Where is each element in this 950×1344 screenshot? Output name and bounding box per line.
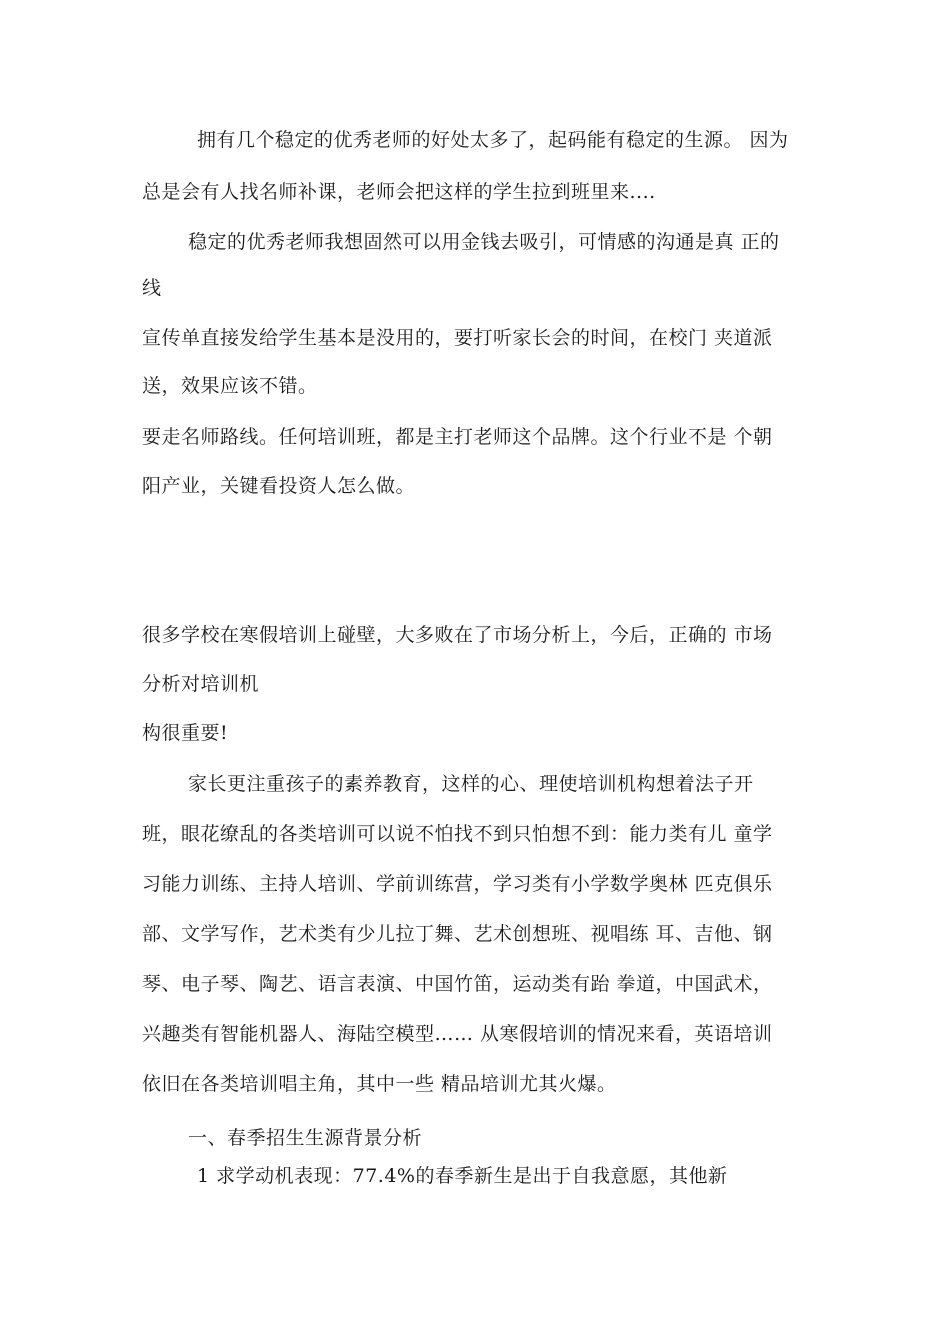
paragraph-line: 家长更注重孩子的素养教育，这样的心、理使培训机构想着法子开: [188, 773, 754, 795]
paragraph-line: 总是会有人找名师补课，老师会把这样的学生拉到班里来....: [142, 181, 656, 203]
section-heading: 一、春季招生生源背景分析: [188, 1127, 423, 1149]
paragraph-line: 线: [142, 277, 162, 299]
paragraph-line: 构很重要!: [142, 722, 229, 744]
paragraph-line: 拥有几个稳定的优秀老师的好处太多了，起码能有稳定的生源。 因为: [197, 129, 789, 151]
paragraph-line: 分析对培训机: [142, 673, 260, 695]
paragraph-line: 部、文学写作，艺术类有少儿拉丁舞、艺术创想班、视唱练 耳、吉他、钢: [142, 923, 773, 945]
paragraph-line: 依旧在各类培训唱主角，其中一些 精品培训尤其火爆。: [142, 1073, 617, 1095]
paragraph-line: 习能力训练、主持人培训、学前训练营，学习类有小学数学奥林 匹克俱乐: [142, 873, 773, 895]
paragraph-line: 要走名师路线。任何培训班，都是主打老师这个品牌。这个行业不是 个朝: [142, 426, 773, 448]
paragraph-line: 宣传单直接发给学生基本是没用的，要打听家长会的时间，在校门 夹道派: [142, 327, 773, 349]
paragraph-line: 1 求学动机表现：77.4%的春季新生是出于自我意愿，其他新: [197, 1165, 728, 1187]
paragraph-line: 兴趣类有智能机器人、海陆空模型…… 从寒假培训的情况来看，英语培训: [142, 1023, 773, 1045]
paragraph-line: 阳产业，关键看投资人怎么做。: [142, 475, 416, 497]
paragraph-line: 很多学校在寒假培训上碰壁，大多败在了市场分析上，今后，正确的 市场: [142, 624, 773, 646]
paragraph-line: 班，眼花缭乱的各类培训可以说不怕找不到只怕想不到：能力类有儿 童学: [142, 823, 773, 845]
paragraph-line: 送，效果应该不错。: [142, 375, 318, 397]
paragraph-line: 琴、电子琴、陶艺、语言表演、中国竹笛，运动类有跆 拳道，中国武术，: [142, 973, 773, 995]
paragraph-line: 稳定的优秀老师我想固然可以用金钱去吸引，可情感的沟通是真 正的: [188, 231, 780, 253]
